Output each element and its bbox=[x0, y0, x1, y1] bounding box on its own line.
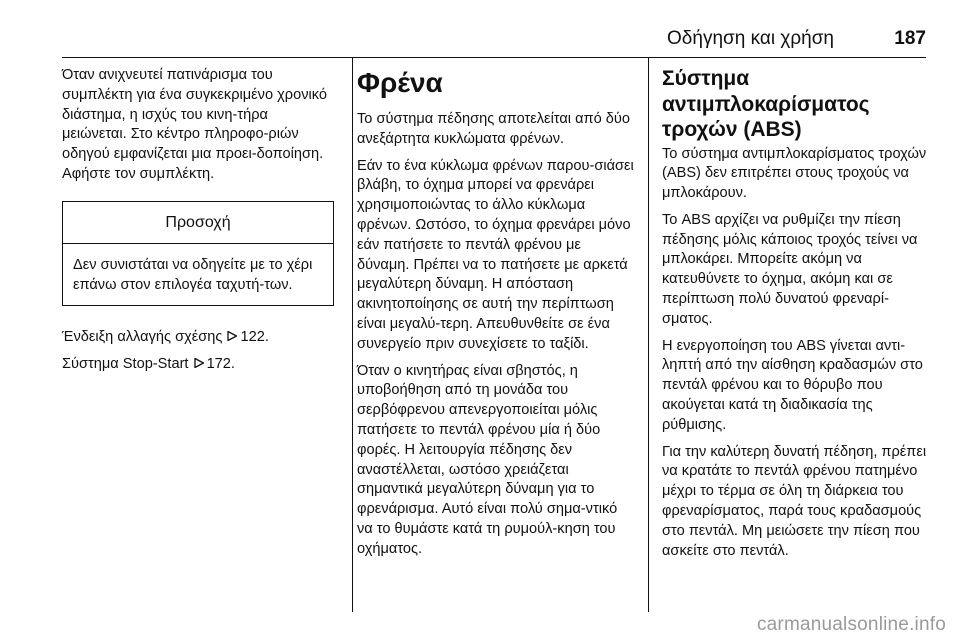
column-1 bbox=[62, 66, 334, 608]
running-title: Οδήγηση και χρήση bbox=[667, 28, 834, 49]
reference-stop-start[interactable] bbox=[62, 355, 334, 375]
reference-gear-shift[interactable] bbox=[62, 328, 334, 348]
page-header bbox=[0, 24, 960, 54]
reference-page: 122. bbox=[240, 329, 269, 346]
reference-label: Σύστημα Stop-Start bbox=[62, 356, 189, 373]
caution-title: Προσοχή bbox=[63, 202, 333, 244]
abs-paragraph: Η ενεργοποίηση του ABS γίνεται αντι-ληπτή από την αίσθηση κραδασμών στο πεντάλ φρένου και το θόρυβο που ακούγεται κατά τη διαδικασία της ρύθμισης. bbox=[662, 337, 923, 433]
reference-label: Ένδειξη αλλαγής σχέσης bbox=[62, 329, 223, 346]
watermark: carmanualsonline.info bbox=[756, 614, 946, 635]
triangle-arrow-icon bbox=[194, 358, 204, 368]
brakes-paragraph: Εάν το ένα κύκλωμα φρένων παρου-σιάσει βλάβη, το όχημα μπορεί να φρενάρει χρησιμοποιώντας το άλλο κύκλωμα φρένων. Ωστόσο, το όχημα φρενάρει μόνο εάν πατήσετε το πεντάλ φρένου με δύναμη. Πρέπει να το πατήσετε με αρκετά μεγαλύτερη δύναμη. Η απόσταση ακινητοποίησης σε αυτή την περίπτωση είναι μεγαλύ-τερη. Απευθυνθείτε σε ένα συνεργείο πριν συνεχίσετε το ταξίδι. bbox=[357, 157, 634, 352]
abs-paragraph: Για την καλύτερη δυνατή πέδηση, πρέπει να κρατάτε το πεντάλ φρένου πατημένο μέχρι το τέρμα σε όλη τη διάρκεια του φρεναρίσματος, παρά τους κραδασμούς στο πεντάλ. Μη μειώσετε την πίεση που ασκείτε στο πεντάλ. bbox=[662, 443, 927, 559]
column-divider-1 bbox=[352, 58, 353, 612]
caution-text: Δεν συνιστάται να οδηγείτε με το χέρι επάνω στον επιλογέα ταχυτή-των. bbox=[73, 256, 313, 293]
intro-paragraph: Όταν ανιχνευτεί πατινάρισμα του συμπλέκτη για ένα συγκεκριμένο χρονικό διάστημα, η ισχύς του κινη-τήρα μειώνεται. Στο κέντρο πληροφο-ριών οδηγού εμφανίζεται μια προει-δοποίηση. Αφήστε τον συμπλέκτη. bbox=[62, 67, 327, 182]
section-heading-abs: Σύστημα αντιμπλοκαρίσματος τροχών (ABS) bbox=[662, 67, 870, 141]
brakes-paragraph: Το σύστημα πέδησης αποτελείται από δύο ανεξάρτητα κυκλώματα φρένων. bbox=[357, 111, 630, 147]
abs-paragraph: Το ABS αρχίζει να ρυθμίζει την πίεση πέδησης μόλις κάποιος τροχός τείνει να μπλοκάρει. Μπορείτε ακόμη να κατευθύνετε το όχημα, ακόμη και σε περίπτωση πολύ δυνατού φρεναρί-σματος. bbox=[662, 211, 918, 327]
triangle-arrow-icon bbox=[227, 331, 237, 341]
reference-page: 172. bbox=[206, 356, 235, 373]
column-3 bbox=[662, 66, 930, 608]
abs-paragraph: Το σύστημα αντιμπλοκαρίσματος τροχών (ABS) δεν επιτρέπει στους τροχούς να μπλοκάρουν. bbox=[662, 145, 927, 202]
section-heading-brakes: Φρένα bbox=[357, 67, 443, 98]
column-2 bbox=[357, 66, 634, 608]
header-rule bbox=[62, 57, 926, 58]
column-divider-2 bbox=[648, 58, 649, 612]
caution-box bbox=[62, 201, 334, 307]
brakes-paragraph: Όταν ο κινητήρας είναι σβηστός, η υποβοήθηση από τη μονάδα του σερβόφρενου απενεργοποιείται μόλις πατήσετε το πεντάλ φρένου μία ή δύο φορές. Η λειτουργία πέδησης δεν αναστέλλεται, ωστόσο χρειάζεται σημαντικά μεγαλύτερη δύναμη για το φρενάρισμα. Αυτό είναι πολύ σημα-ντικό να το θυμάστε κατά τη ρυμούλ-κηση του οχήματος. bbox=[357, 362, 618, 557]
page-number: 187 bbox=[894, 28, 926, 49]
